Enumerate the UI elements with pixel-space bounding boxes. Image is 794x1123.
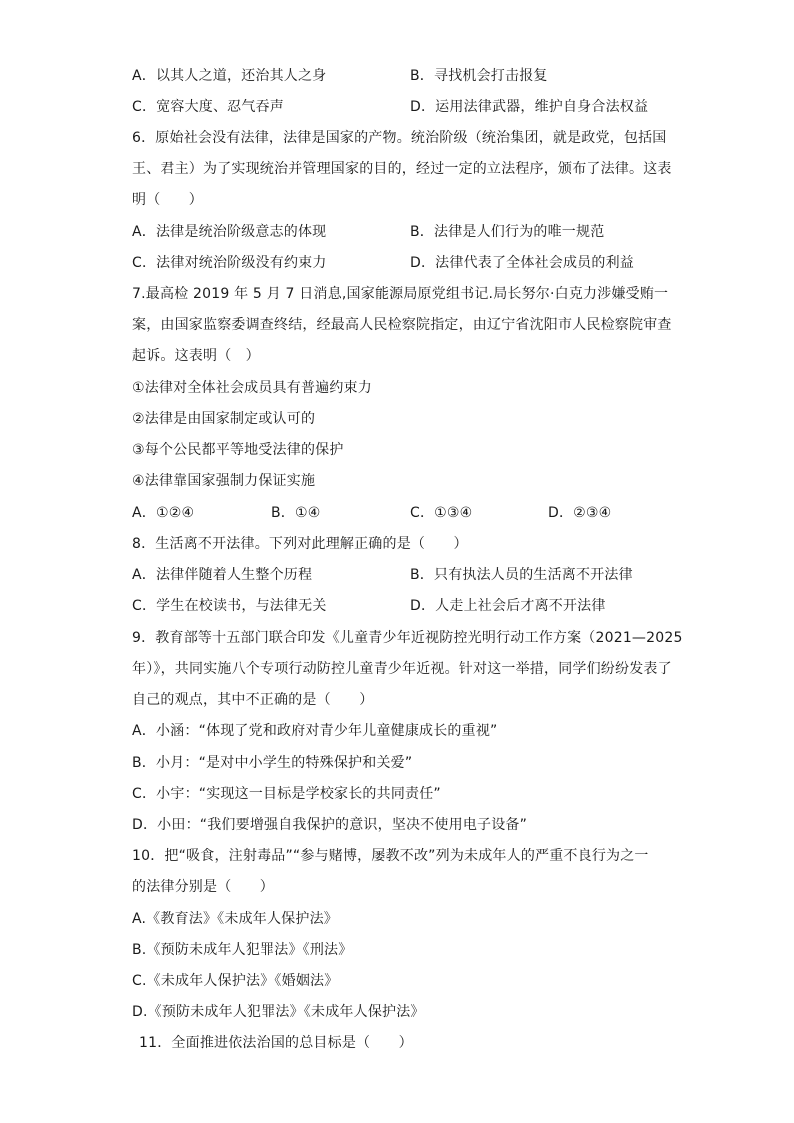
q5-option-a: A．以其人之道，还治其人之身 [132,68,327,84]
q7-stem-line-1: 7.最高检 2019 年 5 月 7 日消息,国家能源局原党组书记.局长努尔·白克力涉嫌受贿一 [132,286,669,302]
q7-option-b: B．①④ [271,505,321,521]
q7-item-1: ①法律对全体社会成员具有普遍约束力 [132,380,372,396]
q9-option-c: C．小宇：“实现这一目标是学校家长的共同责任” [132,786,441,802]
q9-option-d: D．小田：“我们要增强自我保护的意识，坚决不使用电子设备” [132,817,528,833]
q7-option-d: D．②③④ [548,505,612,521]
q9-stem-line-2: 年）》，共同实施八个专项行动防控儿童青少年近视。针对这一举措，同学们纷纷发表了 [132,661,672,677]
q6-option-b: B．法律是人们行为的唯一规范 [410,224,605,240]
q10-option-c: C.《未成年人保护法》《婚姻法》 [132,973,339,989]
q5-option-d: D．运用法律武器，维护自身合法权益 [410,99,649,115]
q7-stem-line-3: 起诉。这表明（ ） [132,348,260,364]
q7-option-a: A．①②④ [132,505,195,521]
q5-option-b: B．寻找机会打击报复 [410,68,548,84]
q10-option-d: D.《预防未成年人犯罪法》《未成年人保护法》 [132,1004,425,1020]
q7-stem-line-2: 案，由国家监察委调查终结，经最高人民检察院指定，由辽宁省沈阳市人民检察院审查 [132,317,672,333]
q9-stem-line-3: 自己的观点，其中不正确的是（ ） [132,692,374,708]
q10-stem-line-1: 10．把“吸食，注射毒品”“参与赌博，屡教不改”列为未成年人的严重不良行为之一 [132,848,649,864]
q6-option-c: C．法律对统治阶级没有约束力 [132,255,327,271]
q11-stem: 11．全面推进依法治国的总目标是（ ） [139,1035,413,1051]
q7-item-2: ②法律是由国家制定或认可的 [132,411,316,427]
q8-option-a: A．法律伴随着人生整个历程 [132,567,313,583]
q6-stem-line-2: 王、君主）为了实现统治并管理国家的目的，经过一定的立法程序，颁布了法律。这表 [132,161,672,177]
q7-option-c: C．①③④ [410,505,473,521]
q10-stem-line-2: 的法律分别是（ ） [132,879,274,895]
q8-option-c: C．学生在校读书，与法律无关 [132,598,327,614]
q5-option-c: C．宽容大度、忍气吞声 [132,99,284,115]
q9-stem-line-1: 9．教育部等十五部门联合印发《儿童青少年近视防控光明行动工作方案（2021—2025 [132,630,683,646]
q9-option-a: A．小涵：“体现了党和政府对青少年儿童健康成长的重视” [132,723,498,739]
q7-item-4: ④法律靠国家强制力保证实施 [132,473,316,489]
q8-stem: 8．生活离不开法律。下列对此理解正确的是（ ） [132,536,468,552]
q6-option-a: A．法律是统治阶级意志的体现 [132,224,327,240]
q8-option-d: D．人走上社会后才离不开法律 [410,598,606,614]
q6-option-d: D．法律代表了全体社会成员的利益 [410,255,634,271]
q6-stem-line-3: 明（ ） [132,192,203,208]
q8-option-b: B．只有执法人员的生活离不开法律 [410,567,633,583]
q10-option-a: A.《教育法》《未成年人保护法》 [132,911,338,927]
q6-stem-line-1: 6．原始社会没有法律，法律是国家的产物。统治阶级（统治集团，就是政党，包括国 [132,130,667,146]
q10-option-b: B.《预防未成年人犯罪法》《刑法》 [132,942,353,958]
q7-item-3: ③每个公民都平等地受法律的保护 [132,442,344,458]
q9-option-b: B．小月：“是对中小学生的特殊保护和关爱” [132,755,413,771]
